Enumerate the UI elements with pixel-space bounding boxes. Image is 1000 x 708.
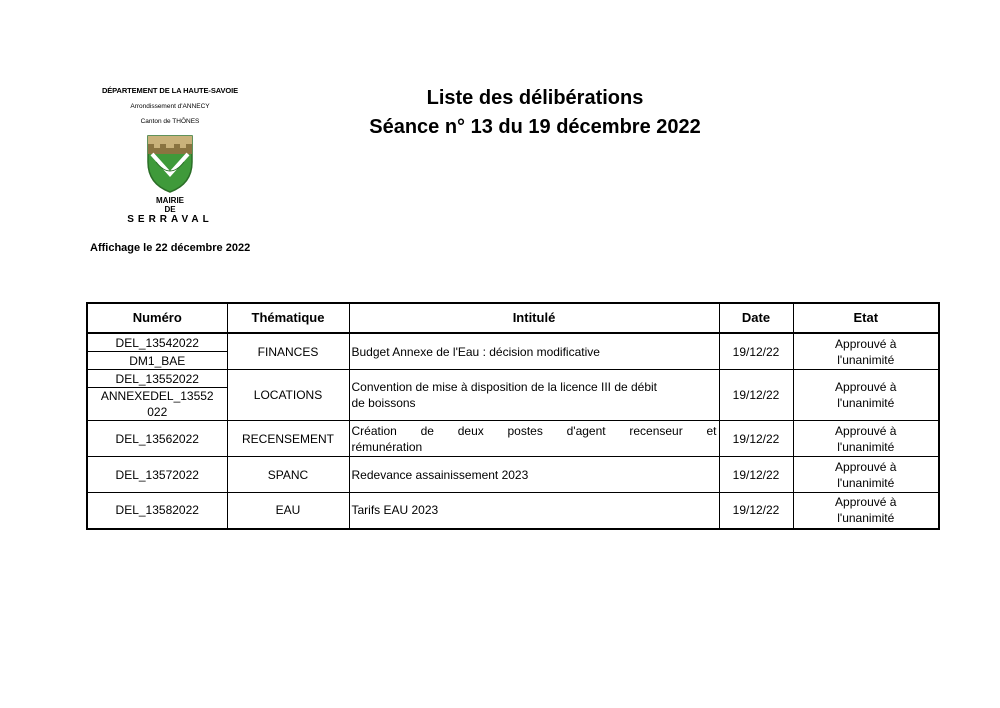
table-row bbox=[87, 457, 939, 493]
date-cell: 19/12/22 bbox=[719, 421, 793, 457]
etat-line-1: Approuvé à bbox=[835, 423, 897, 438]
etat-line-1: Approuvé à bbox=[835, 459, 897, 474]
title-line-1: Liste des délibérations bbox=[426, 87, 644, 109]
numero-cell: DM1_BAE bbox=[87, 352, 227, 370]
etat-line-2: l'unanimité bbox=[837, 511, 895, 526]
mairie-label: MAIRIE bbox=[156, 196, 184, 205]
mairie-logo-block bbox=[100, 86, 240, 226]
intitule-cell bbox=[349, 421, 719, 457]
thematique-cell: FINANCES bbox=[227, 333, 349, 370]
intitule-cell: Tarifs EAU 2023 bbox=[349, 493, 719, 529]
numero-cell: DEL_13582022 bbox=[87, 493, 227, 529]
numero-line-2: 022 bbox=[147, 405, 168, 419]
numero-cell: DEL_13572022 bbox=[87, 457, 227, 493]
etat-line-2: l'unanimité bbox=[837, 475, 895, 490]
etat-line-1: Approuvé à bbox=[835, 380, 897, 394]
de-label: DE bbox=[164, 205, 176, 214]
title-line-2: Séance n° 13 du 19 décembre 2022 bbox=[369, 116, 701, 138]
date-cell: 19/12/22 bbox=[719, 493, 793, 529]
table-header-row bbox=[87, 303, 939, 333]
intitule-line-2: de boissons bbox=[351, 396, 416, 410]
arrondissement: Arrondissement d'ANNECY bbox=[130, 103, 210, 110]
etat-cell bbox=[793, 457, 939, 493]
header-thematique: Thématique bbox=[227, 303, 349, 333]
intitule-cell: Redevance assainissement 2023 bbox=[349, 457, 719, 493]
intitule-cell bbox=[349, 370, 719, 421]
header-numero: Numéro bbox=[87, 303, 227, 333]
intitule-line-2: rémunération bbox=[351, 439, 423, 454]
etat-cell bbox=[793, 493, 939, 529]
etat-line-2: l'unanimité bbox=[837, 439, 895, 454]
numero-cell bbox=[87, 388, 227, 421]
deliberations-table bbox=[86, 302, 940, 530]
numero-cell: DEL_13552022 bbox=[87, 370, 227, 388]
table-row bbox=[87, 333, 939, 352]
etat-line-2: l'unanimité bbox=[837, 396, 895, 410]
thematique-cell: EAU bbox=[227, 493, 349, 529]
header-intitule: Intitulé bbox=[349, 303, 719, 333]
etat-line-1: Approuvé à bbox=[835, 336, 897, 351]
intitule-line-1: Convention de mise à disposition de la licence III de débit bbox=[351, 380, 658, 394]
affichage-date: Affichage le 22 décembre 2022 bbox=[90, 242, 251, 254]
date-cell: 19/12/22 bbox=[719, 333, 793, 370]
numero-cell: DEL_13562022 bbox=[87, 421, 227, 457]
coat-of-arms-icon bbox=[142, 132, 198, 194]
commune-name: SERRAVAL bbox=[127, 214, 213, 225]
etat-cell bbox=[793, 370, 939, 421]
canton: Canton de THÔNES bbox=[140, 118, 200, 125]
department-name: DÉPARTEMENT DE LA HAUTE-SAVOIE bbox=[101, 86, 239, 95]
page-title bbox=[300, 85, 770, 142]
table-row bbox=[87, 421, 939, 457]
etat-cell bbox=[793, 333, 939, 370]
date-cell: 19/12/22 bbox=[719, 457, 793, 493]
etat-line-1: Approuvé à bbox=[835, 495, 897, 510]
thematique-cell: SPANC bbox=[227, 457, 349, 493]
table-row bbox=[87, 493, 939, 529]
etat-cell bbox=[793, 421, 939, 457]
numero-line-1: ANNEXEDEL_13552 bbox=[100, 389, 214, 403]
table-row bbox=[87, 370, 939, 388]
header-date: Date bbox=[719, 303, 793, 333]
intitule-line-1: Création de deux postes d'agent recenseur et bbox=[351, 423, 717, 438]
header-etat: Etat bbox=[793, 303, 939, 333]
thematique-cell: RECENSEMENT bbox=[227, 421, 349, 457]
thematique-cell: LOCATIONS bbox=[227, 370, 349, 421]
intitule-cell: Budget Annexe de l'Eau : décision modificative bbox=[349, 333, 719, 370]
date-cell: 19/12/22 bbox=[719, 370, 793, 421]
numero-cell: DEL_13542022 bbox=[87, 333, 227, 352]
etat-line-2: l'unanimité bbox=[837, 352, 895, 367]
